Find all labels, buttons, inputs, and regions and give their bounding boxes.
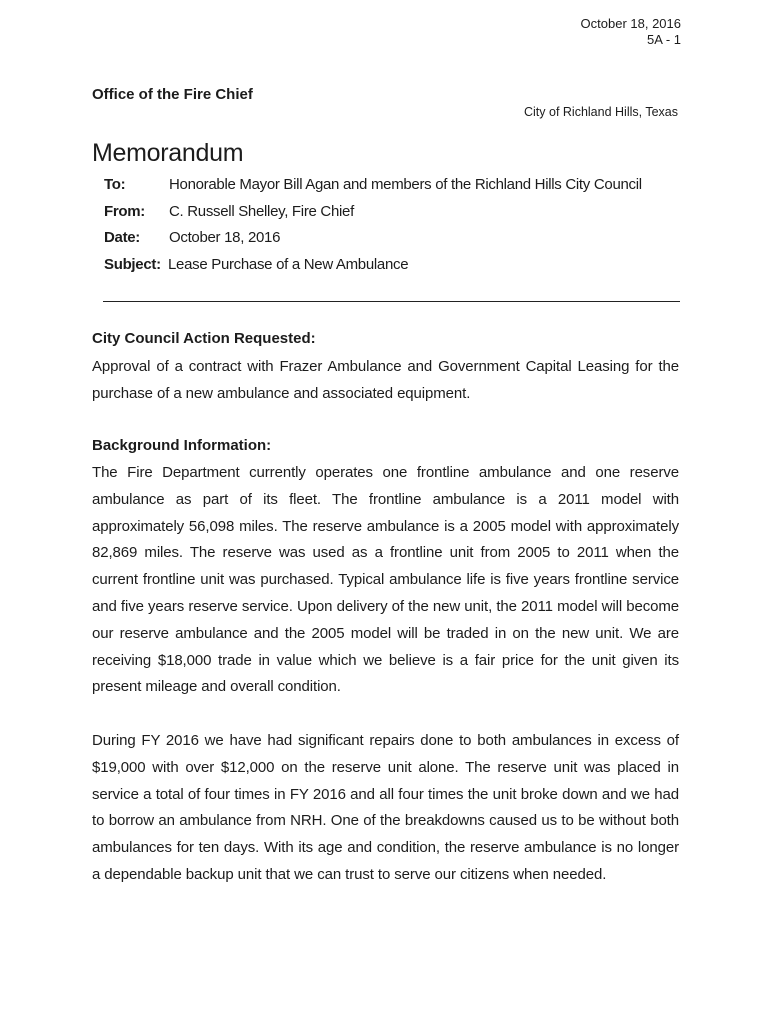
memo-from-label: From: [104,202,145,220]
memo-subject-row [104,256,642,283]
memo-from-row [104,203,642,230]
page-header [581,16,681,48]
header-page-ref: 5A - 1 [647,32,681,47]
memo-subject-label: Subject: [104,255,161,273]
divider-rule [103,301,680,302]
city-name: City of Richland Hills, Texas [524,105,678,119]
action-heading: City Council Action Requested: [92,330,316,347]
background-paragraph-1: The Fire Department currently operates one frontline ambulance and one reserve ambulance as part of its fleet. The frontline ambulance is a 2011 model with approximately 56,098 miles. The reserve ambulance is a 2005 model with approximately 82,869 miles. The reserve was used as a frontline unit from 2005 to 2011 when the current frontline unit was purchased. Typical ambulance life is five years frontline service and five years reserve service. Upon delivery of the new unit, the 2011 model will become our reserve ambulance and the 2005 model will be traded in on the new unit. We are receiving $18,000 trade in value which we believe is a fair price for the unit given its present mileage and overall condition. [92,464,679,696]
action-text: Approval of a contract with Frazer Ambulance and Government Capital Leasing for the purchase of a new ambulance and associated equipment. [92,358,679,402]
memo-from-value: C. Russell Shelley, Fire Chief [169,202,354,220]
memo-header-fields [104,176,642,282]
memo-to-value: Honorable Mayor Bill Agan and members of the Richland Hills City Council [169,176,642,193]
memo-to-label: To: [104,176,126,193]
memo-to-row [104,176,642,203]
memo-subject-value: Lease Purchase of a New Ambulance [168,255,409,273]
background-heading: Background Information: [92,437,272,454]
background-paragraph-2: During FY 2016 we have had significant repairs done to both ambulances in excess of $19,000 with over $12,000 on the reserve unit alone. The reserve unit was placed in service a total of four times in FY 2016 and all four times the unit broke down and we had to borrow an ambulance from NRH. One of the breakdowns caused us to be without both ambulances for ten days. With its age and condition, the reserve ambulance is no longer a dependable backup unit that we can trust to serve our citizens when needed. [92,732,679,883]
memo-date-label: Date: [104,229,141,246]
memo-date-value: October 18, 2016 [169,229,281,246]
memo-title: Memorandum [92,139,244,167]
office-name: Office of the Fire Chief [92,86,253,103]
memo-date-row [104,229,642,256]
header-date: October 18, 2016 [580,16,681,31]
